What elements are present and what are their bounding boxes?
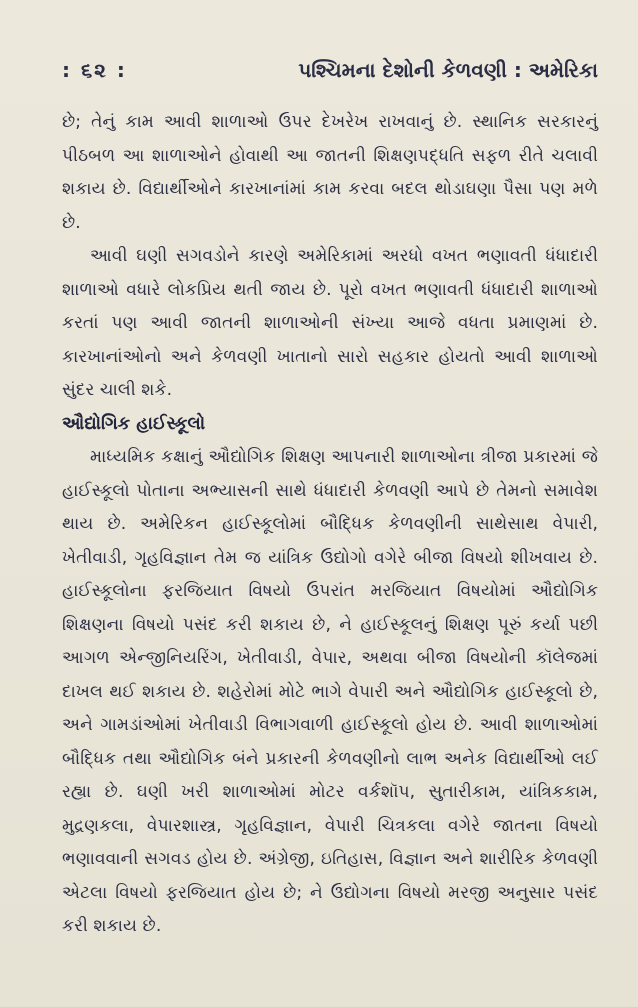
body-text (62, 106, 598, 944)
running-title: પશ્ચિમના દેશોની કેળવણી : અમેરિકા (298, 58, 598, 82)
section-paragraph: માધ્યમિક કક્ષાનું ઔદ્યોગિક શિક્ષણ આપનારી શાળાઓના ત્રીજા પ્રકારમાં જે હાઈસ્કૂલો પોતાના અભ્યાસની સાથે ધંધાદારી કેળવણી આપે છે તેમનો સમાવેશ થાય છે. અમેરિકન હાઈસ્કૂલોમાં બૌદ્ધિક કેળવણીની સાથેસાથ વેપારી, ખેતીવાડી, ગૃહવિજ્ઞાન તેમ જ યાંત્રિક ઉદ્યોગો વગેરે બીજા વિષયો શીખવાય છે. હાઈસ્કૂલોના ફરજિયાત વિષયો ઉપરાંત મરજિયાત વિષયોમાં ઔદ્યોગિક શિક્ષણના વિષયો પસંદ કરી શકાય છે, ને હાઈસ્કૂલનું શિક્ષણ પૂરું કર્યા પછી આગળ એન્જીનિયરિંગ, ખેતીવાડી, વેપાર, અથવા બીજા વિષયોની કૉલેજમાં દાખલ થઈ શકાય છે. શહેરોમાં મોટે ભાગે વેપારી અને ઔદ્યોગિક હાઈસ્કૂલો છે, અને ગામડાંઓમાં ખેતીવાડી વિભાગવાળી હાઈસ્કૂલો હોય છે. આવી શાળાઓમાં બૌદ્ધિક તથા ઔદ્યોગિક બંને પ્રકારની કેળવણીનો લાભ અનેક વિદ્યાર્થીઓ લઈ રહ્યા છે. ઘણી ખરી શાળાઓમાં મોટર વર્કશૉપ, સુતારીકામ, યાંત્રિકકામ, મુદ્રણકલા, વેપારશાસ્ત્ર, ગૃહવિજ્ઞાન, વેપારી ચિત્રકલા વગેરે જાતના વિષયો ભણાવવાની સગવડ હોય છે. અંગ્રેજી, ઇતિહાસ, વિજ્ઞાન અને શારીરિક કેળવણી એટલા વિષયો ફરજિયાત હોય છે; ને ઉદ્યોગના વિષયો મરજી અનુસાર પસંદ કરી શકાય છે. (62, 447, 598, 936)
page-number: : ૬૨ : (62, 58, 127, 82)
section-heading: ઔદ્યોગિક હાઈસ્કૂલો (62, 413, 206, 434)
paragraph-continued: છે; તેનું કામ આવી શાળાઓ ઉપર દેખરેખ રાખવાનું છે. સ્થાનિક સરકારનું પીઠબળ આ શાળાઓને હોવાથી આ જાતની શિક્ષણપદ્ધતિ સફળ રીતે ચલાવી શકાય છે. વિદ્યાર્થીઓને કારખાનાંમાં કામ કરવા બદલ થોડાઘણા પૈસા પણ મળે છે. (62, 112, 598, 233)
page-header (62, 58, 598, 98)
paragraph: આવી ઘણી સગવડોને કારણે અમેરિકામાં અરધો વખત ભણાવતી ધંધાદારી શાળાઓ વધારે લોકપ્રિય થતી જાય છે. પૂરો વખત ભણાવતી ધંધાદારી શાળાઓ કરતાં પણ આવી જાતની શાળાઓની સંખ્યા આજે વધતા પ્રમાણમાં છે. કારખાનાંઓનો અને કેળવણી ખાતાનો સારો સહકાર હોયતો આવી શાળાઓ સુંદર ચાલી શકે. (62, 246, 598, 400)
